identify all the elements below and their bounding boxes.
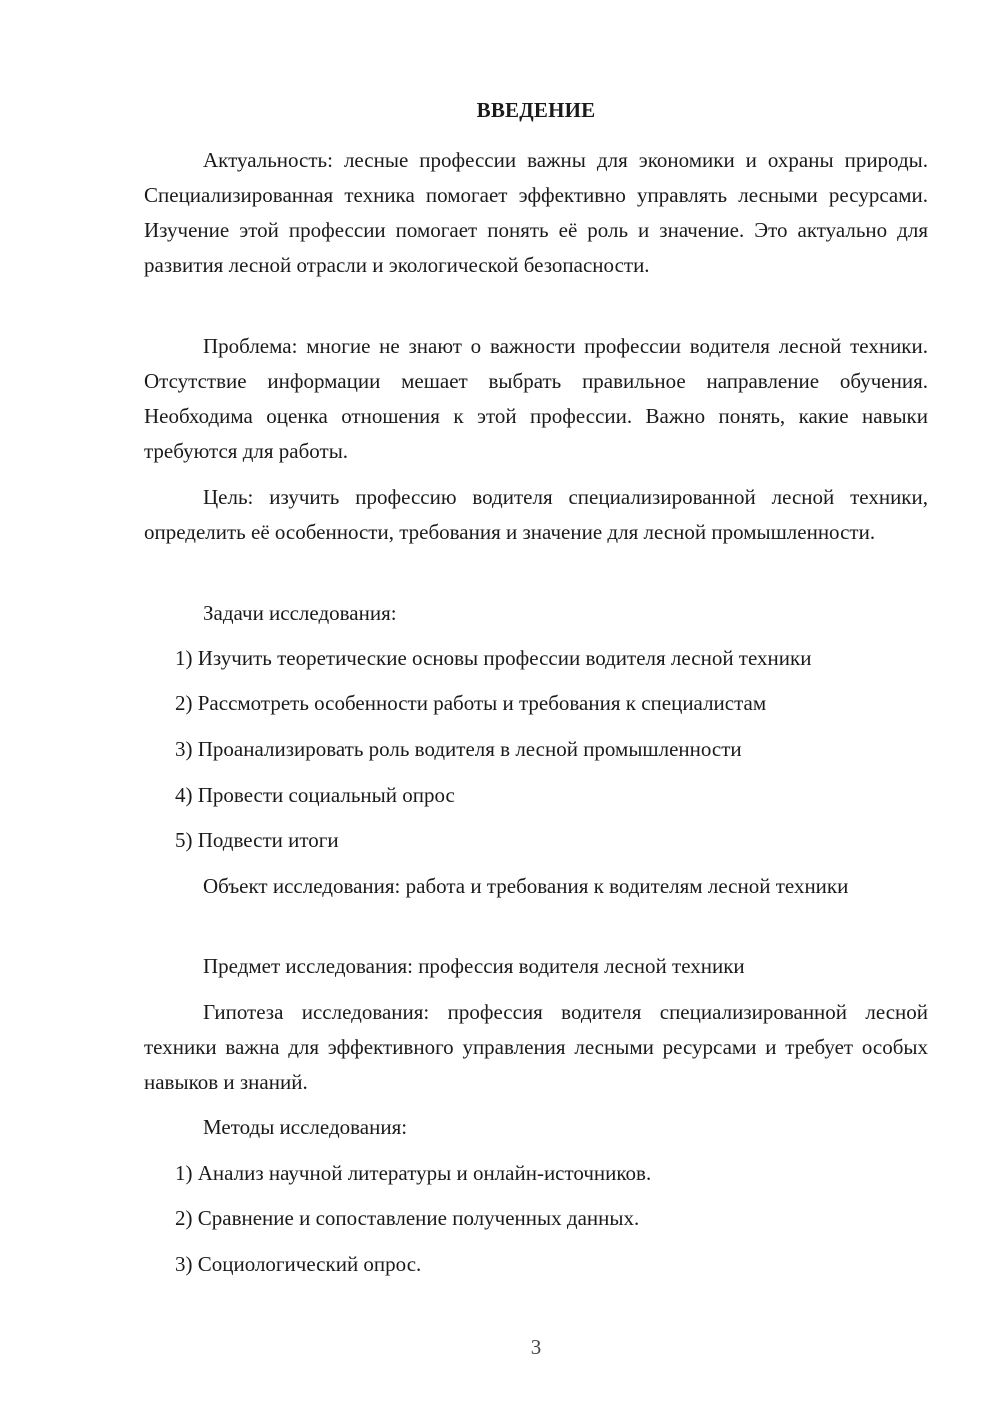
task-item-5: 5) Подвести итоги xyxy=(175,828,339,852)
object-paragraph: Объект исследования: работа и требования к водителям лесной техники xyxy=(203,874,849,898)
goal-paragraph: Цель: изучить профессию водителя специализированной лесной техники, определить её особенности, требования и значение для лесной промышленности. xyxy=(144,485,928,544)
document-page xyxy=(144,0,928,1414)
method-item-1: 1) Анализ научной литературы и онлайн-источников. xyxy=(175,1161,652,1185)
page-number: 3 xyxy=(530,1335,542,1359)
problem-paragraph: Проблема: многие не знают о важности профессии водителя лесной техники. Отсутствие информации мешает выбрать правильное направление обучения. Необходима оценка отношения к этой профессии. Важно понять, какие навыки требуются для работы. xyxy=(144,334,928,463)
section-heading: ВВЕДЕНИЕ xyxy=(476,98,596,122)
task-item-4: 4) Провести социальный опрос xyxy=(175,783,455,807)
task-item-1: 1) Изучить теоретические основы профессии водителя лесной техники xyxy=(175,646,812,670)
hypothesis-paragraph: Гипотеза исследования: профессия водителя специализированной лесной техники важна для эффективного управления лесными ресурсами и требует особых навыков и знаний. xyxy=(144,1000,928,1094)
subject-paragraph: Предмет исследования: профессия водителя лесной техники xyxy=(203,954,745,978)
method-item-3: 3) Социологический опрос. xyxy=(175,1252,422,1276)
task-item-3: 3) Проанализировать роль водителя в лесной промышленности xyxy=(175,737,742,761)
method-item-2: 2) Сравнение и сопоставление полученных данных. xyxy=(175,1206,640,1230)
tasks-heading: Задачи исследования: xyxy=(203,601,397,625)
relevance-paragraph: Актуальность: лесные профессии важны для экономики и охраны природы. Специализированная техника помогает эффективно управлять лесными ресурсами. Изучение этой профессии помогает понять её роль и значение. Это актуально для развития лесной отрасли и экологической безопасности. xyxy=(144,148,928,277)
methods-heading: Методы исследования: xyxy=(203,1115,408,1139)
task-item-2: 2) Рассмотреть особенности работы и требования к специалистам xyxy=(175,691,767,715)
